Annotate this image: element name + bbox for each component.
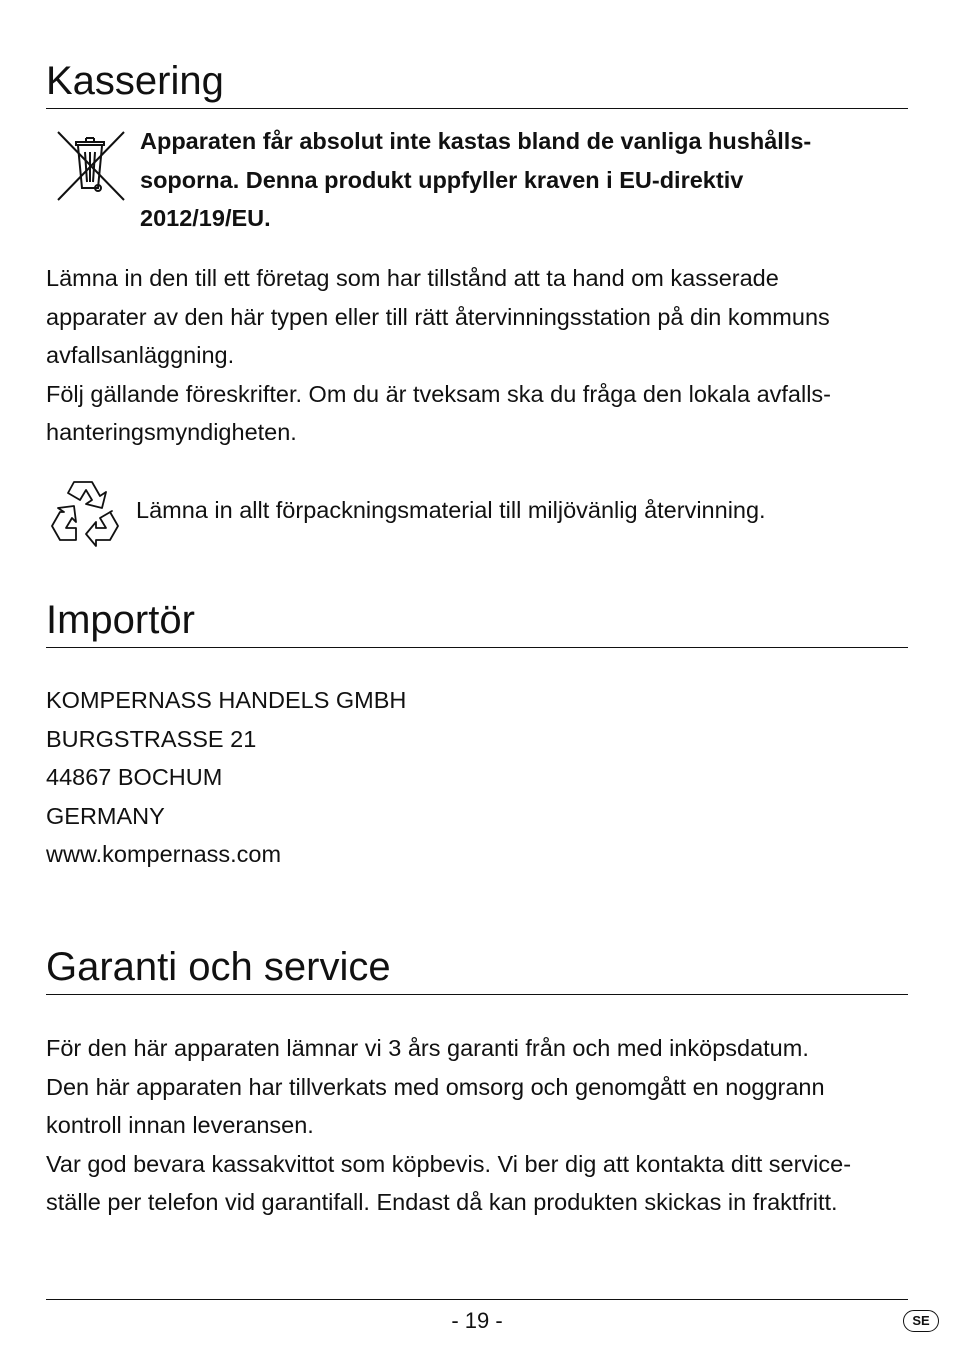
recycle-note: Lämna in allt förpackningsmaterial till miljövänlig återvinning.: [136, 497, 766, 523]
paragraph-line: Följ gällande föreskrifter. Om du är tveksam ska du fråga den lokala avfalls-: [46, 380, 832, 407]
disposal-paragraph: [46, 259, 908, 452]
section-heading-disposal: Kassering: [46, 58, 908, 109]
warranty-paragraph: [46, 1029, 908, 1222]
company-name: KOMPERNASS HANDELS GMBH: [46, 687, 407, 713]
postal-city: 44867 BOCHUM: [46, 764, 223, 791]
recycle-icon: [46, 476, 124, 548]
warning-line: Apparaten får absolut inte kastas bland de vanliga hushålls-: [140, 128, 812, 154]
language-badge: SE: [903, 1310, 939, 1332]
paragraph-line: apparater av den här typen eller till rätt återvinningsstation på din kommuns: [46, 303, 830, 330]
paragraph-line: avfallsanläggning.: [46, 342, 235, 369]
warranty-line: Var god bevara kassakvittot som köpbevis. Vi ber dig att kontakta ditt service-: [46, 1150, 852, 1177]
warning-line: soporna. Denna produkt uppfyller kraven i EU-direktiv: [140, 166, 744, 193]
page-number: - 19 -: [451, 1308, 503, 1333]
warning-line: 2012/19/EU.: [140, 205, 271, 232]
website-link[interactable]: www.kompernass.com: [46, 841, 282, 868]
crossed-out-bin-icon: [52, 128, 128, 204]
country: GERMANY: [46, 802, 165, 829]
paragraph-line: Lämna in den till ett företag som har tillstånd att ta hand om kasserade: [46, 265, 779, 291]
paragraph-line: hanteringsmyndigheten.: [46, 419, 297, 446]
warranty-line: För den här apparaten lämnar vi 3 års garanti från och med inköpsdatum.: [46, 1035, 809, 1061]
importer-address: [46, 681, 908, 874]
street-address: BURGSTRASSE 21: [46, 725, 257, 752]
section-heading-importer: Importör: [46, 597, 908, 648]
warranty-line: ställe per telefon vid garantifall. Endast då kan produkten skickas in fraktfritt.: [46, 1189, 838, 1216]
disposal-warning: [140, 122, 900, 238]
footer-divider: [46, 1299, 908, 1300]
warranty-line: Den här apparaten har tillverkats med omsorg och genomgått en noggrann: [46, 1073, 825, 1100]
warranty-line: kontroll innan leveransen.: [46, 1112, 314, 1139]
section-heading-warranty: Garanti och service: [46, 944, 908, 995]
